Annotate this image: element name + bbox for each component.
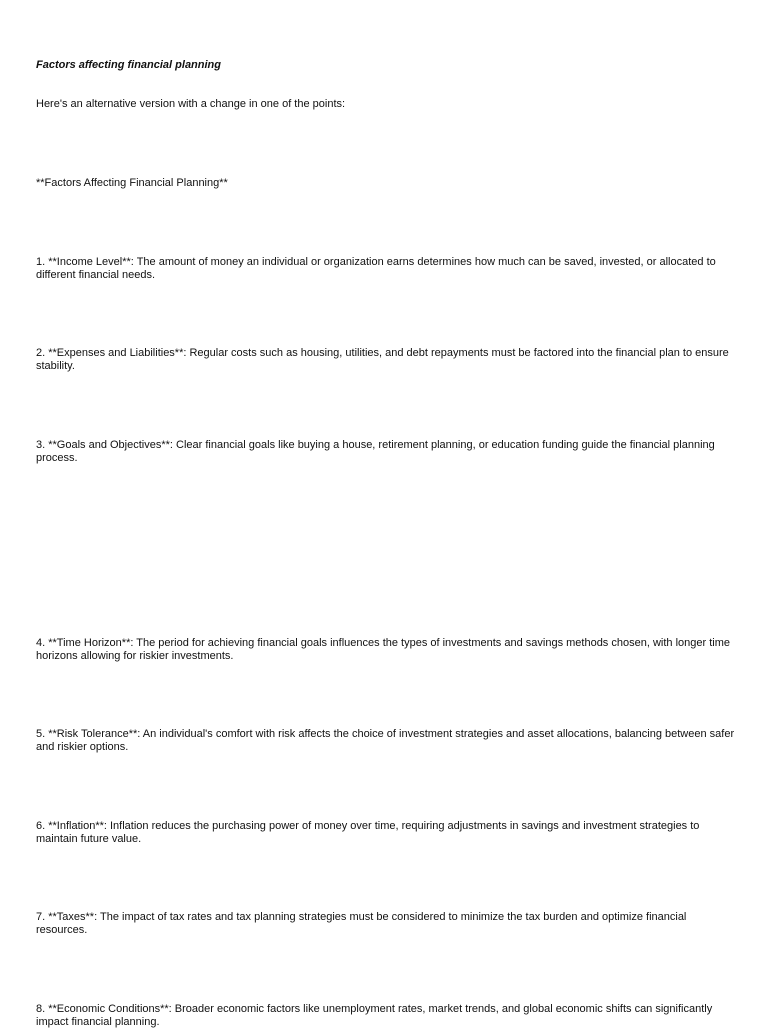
point-economic-conditions: 8. **Economic Conditions**: Broader economic factors like unemployment rates, market trends, and global economic shifts can significantly impact financial planning. bbox=[36, 1003, 713, 1028]
point-inflation: 6. **Inflation**: Inflation reduces the purchasing power of money over time, requiring adjustments in savings and investment strategies to maintain future value. bbox=[36, 820, 700, 845]
point-time-horizon: 4. **Time Horizon**: The period for achieving financial goals influences the types of investments and savings methods chosen, with longer time horizons allowing for riskier investments. bbox=[36, 637, 730, 662]
section-heading: **Factors Affecting Financial Planning** bbox=[36, 177, 228, 189]
document-title: Factors affecting financial planning bbox=[36, 59, 221, 71]
point-income-level: 1. **Income Level**: The amount of money an individual or organization earns determines how much can be saved, invested, or allocated to different financial needs. bbox=[36, 256, 716, 281]
point-goals-objectives: 3. **Goals and Objectives**: Clear financial goals like buying a house, retirement planning, or education funding guide the financial planning process. bbox=[36, 439, 715, 464]
intro-text: Here's an alternative version with a change in one of the points: bbox=[36, 98, 346, 110]
point-risk-tolerance: 5. **Risk Tolerance**: An individual's comfort with risk affects the choice of investment strategies and asset allocations, balancing between safer and riskier options. bbox=[36, 728, 735, 753]
point-taxes: 7. **Taxes**: The impact of tax rates and tax planning strategies must be considered to minimize the tax burden and optimize financial resources. bbox=[36, 911, 687, 936]
point-expenses-liabilities: 2. **Expenses and Liabilities**: Regular costs such as housing, utilities, and debt repayments must be factored into the financial plan to ensure stability. bbox=[36, 347, 729, 372]
